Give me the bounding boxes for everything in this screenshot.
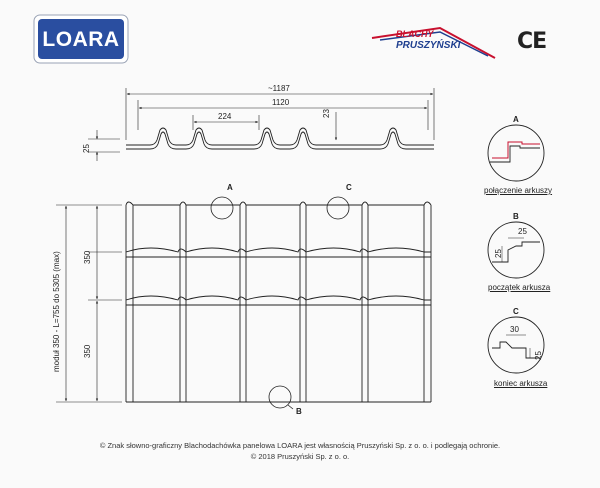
ce-mark: CE	[517, 29, 547, 54]
footer-trademark: © Znak słowno-graficzny Blachodachówka panelowa LOARA jest własnością Pruszyński Sp. z o. o. i podlegają ochronie.	[99, 441, 501, 450]
ribs	[126, 205, 431, 402]
callout-c-label: C	[346, 183, 352, 192]
detail-b-dim-h: 25	[518, 227, 527, 236]
label-module-1: 350	[83, 250, 92, 264]
plan-dimensions	[56, 205, 122, 402]
label-overall-width: ~1187	[268, 84, 290, 93]
brand-line2: PRUSZYŃSKI	[396, 40, 461, 51]
callout-c-circle	[327, 197, 349, 219]
profile-section	[126, 128, 434, 149]
label-module-2: 350	[83, 344, 92, 358]
profile-dimensions	[88, 88, 434, 161]
loara-logo	[33, 14, 129, 64]
detail-c-dim-v: 25	[534, 351, 543, 360]
roof-plan	[126, 202, 431, 402]
label-step-height: 23	[322, 109, 331, 118]
label-effective-width: 1120	[272, 98, 290, 107]
callout-b-circle	[269, 386, 291, 408]
detail-b-dim-v: 25	[494, 249, 503, 258]
detail-b-letter: B	[513, 212, 519, 221]
detail-a-letter: A	[513, 115, 519, 124]
callout-b-label: B	[296, 407, 302, 416]
logo-text: LOARA	[42, 28, 120, 51]
step-line-1	[126, 248, 431, 252]
profile-line-top	[126, 128, 434, 145]
detail-c-letter: C	[513, 307, 519, 316]
callout-a-circle	[211, 197, 233, 219]
label-total-length: moduł 350 - L=755 do 5305 (max)	[52, 251, 61, 372]
brand-logo	[370, 24, 505, 64]
detail-a-caption: połączenie arkuszy	[484, 186, 553, 195]
callout-a-label: A	[227, 183, 233, 192]
callouts	[211, 197, 349, 409]
brand-line1: BLACHY	[396, 29, 434, 39]
label-wave-pitch: 224	[218, 112, 232, 121]
detail-b-caption: początek arkusza	[488, 283, 551, 292]
detail-a	[488, 125, 544, 181]
footer-copyright: © 2018 Pruszyński Sp. z o. o.	[250, 452, 350, 461]
detail-c-caption: koniec arkusza	[494, 379, 548, 388]
label-profile-height: 25	[82, 144, 91, 153]
detail-c-dim-h: 30	[510, 325, 519, 334]
step-line-2	[126, 296, 431, 300]
profile-line-bottom	[126, 132, 434, 149]
plan-top-edge	[126, 202, 431, 205]
